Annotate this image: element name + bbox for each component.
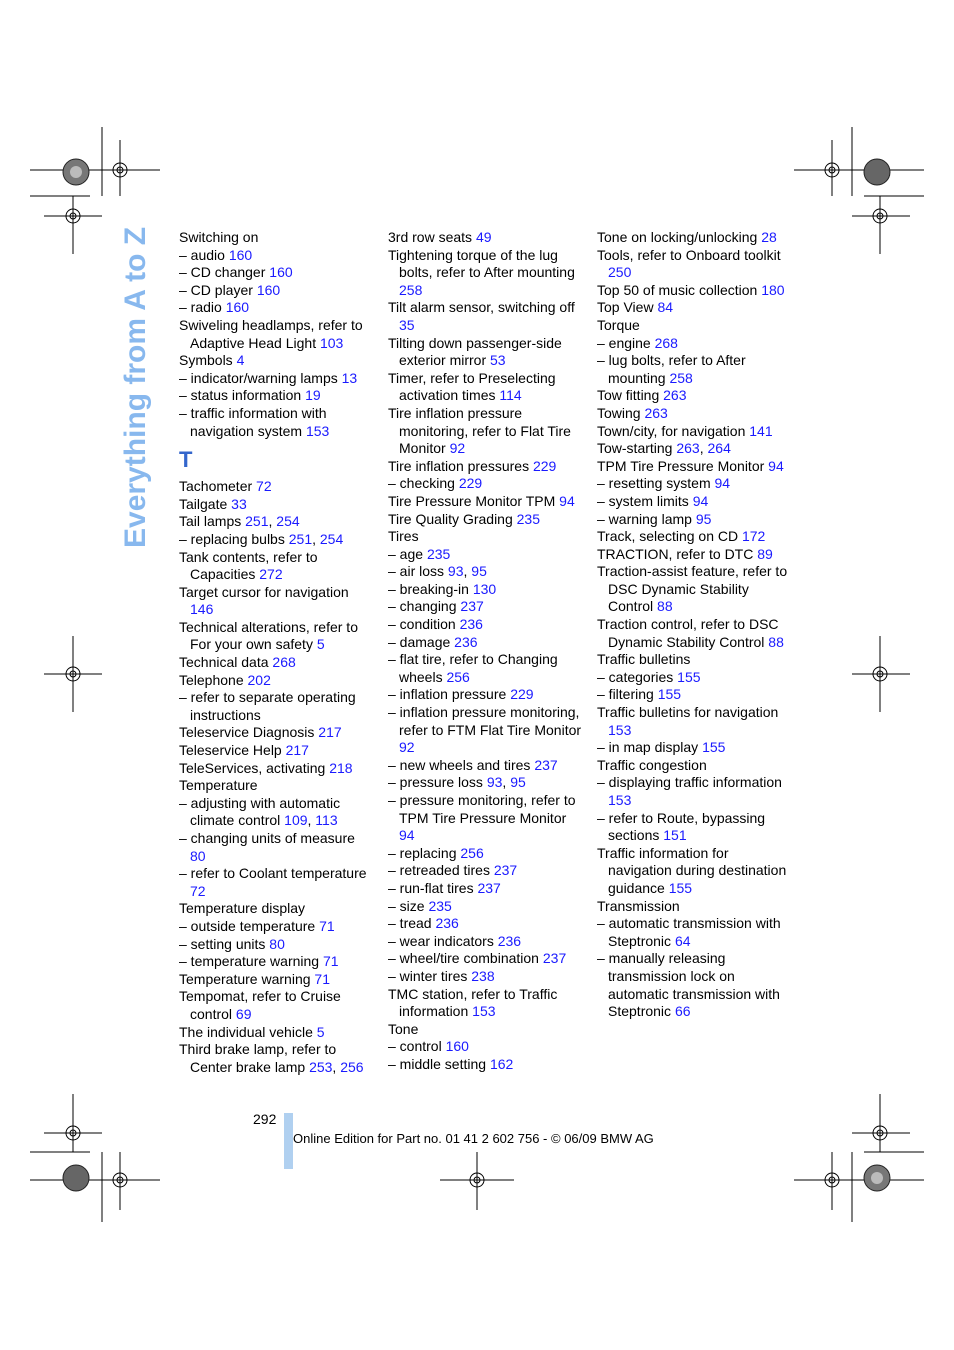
- index-entry-text: Track, selecting on CD: [597, 528, 742, 545]
- page-reference-link[interactable]: 253: [309, 1058, 333, 1075]
- index-entry-text: – checking: [388, 475, 459, 492]
- index-entry-text: Tailgate: [179, 495, 232, 512]
- page-reference-link[interactable]: 13: [341, 369, 358, 386]
- index-entry-text: – pressure monitoring, refer to TPM Tire Pressure Monitor: [388, 792, 576, 826]
- page-reference-link[interactable]: 237: [534, 756, 558, 773]
- index-entry-text: – inflation pressure monitoring, refer to FTM Flat Tire Monitor: [388, 704, 582, 738]
- page-reference-link[interactable]: 263: [676, 440, 700, 457]
- page-reference-link[interactable]: 141: [749, 422, 773, 439]
- page-reference-link[interactable]: 84: [657, 299, 674, 316]
- index-entry: Third brake lamp, refer to Center brake lamp 253, 256: [179, 1041, 364, 1075]
- index-entry-text: – inflation pressure: [388, 686, 511, 703]
- index-entry-text: – retreaded tires: [388, 862, 494, 879]
- page-reference-link[interactable]: 88: [768, 633, 784, 650]
- page-reference-link[interactable]: 95: [510, 774, 526, 791]
- index-entry-text: – manually releasing transmission lock on automatic transmission with Steptronic: [597, 950, 780, 1020]
- index-entry-text: – temperature warning: [179, 953, 323, 970]
- page-reference-link[interactable]: 92: [399, 739, 415, 756]
- index-entry-text: – refer to Coolant temperature: [179, 865, 367, 882]
- index-entry-text: Swiveling headlamps, refer to Adaptive Head Light: [179, 316, 363, 351]
- index-entry-text: Teleservice Help: [179, 742, 286, 759]
- page-number: 292: [253, 1111, 277, 1127]
- index-entry-text: – tread: [388, 915, 436, 932]
- page-reference-link[interactable]: 263: [644, 404, 668, 421]
- page-reference-link[interactable]: 109: [284, 812, 308, 829]
- page-reference-link[interactable]: 235: [516, 510, 540, 527]
- page-reference-link[interactable]: 94: [714, 475, 731, 492]
- index-entry-text: – breaking-in: [388, 580, 473, 597]
- index-entry-text: – control: [388, 1038, 446, 1055]
- page-reference-link[interactable]: 71: [322, 953, 339, 970]
- page-reference-link[interactable]: 19: [305, 387, 321, 404]
- index-entry-text: – changing: [388, 598, 461, 615]
- index-entry: – adjusting with automatic climate control 109, 113: [179, 794, 341, 829]
- index-entry-text: – filtering: [597, 686, 658, 703]
- index-entry-text: – wear indicators: [388, 932, 498, 949]
- index-entry-text: – CD player: [179, 281, 257, 298]
- index-entry-text: Top 50 of music collection: [597, 281, 762, 298]
- page-reference-link[interactable]: 88: [657, 598, 673, 615]
- footer-edition-text: Online Edition for Part no. 01 41 2 602 756 - © 06/09 BMW AG: [293, 1131, 654, 1146]
- index-entry-text: Transmission: [597, 897, 680, 914]
- page-reference-link[interactable]: 80: [269, 935, 285, 952]
- page-reference-link[interactable]: 72: [256, 478, 272, 495]
- page-reference-link[interactable]: 5: [316, 1023, 325, 1040]
- page-reference-link[interactable]: 66: [674, 1003, 691, 1020]
- page-reference-link[interactable]: 155: [657, 686, 682, 703]
- index-entry-text: – setting units: [179, 935, 270, 952]
- page-reference-link[interactable]: 160: [445, 1038, 469, 1055]
- index-entry-text: – replacing: [388, 844, 461, 861]
- index-entry-text: – automatic transmission with Steptronic: [597, 915, 781, 949]
- index-entry-text: Traction-assist feature, refer to DSC Dynamic Stability Control: [597, 563, 788, 615]
- page-reference-link[interactable]: 93: [486, 774, 503, 791]
- index-entry-text: – wheel/tire combination: [388, 950, 543, 967]
- page-reference-link[interactable]: 268: [272, 654, 296, 671]
- index-entry-text: Tow fitting: [597, 387, 664, 404]
- index-entry-text: – damage: [388, 633, 455, 650]
- page-reference-link[interactable]: 146: [190, 601, 214, 618]
- index-entry-text: – displaying traffic information: [597, 774, 782, 791]
- page-reference-link[interactable]: 217: [318, 724, 342, 741]
- index-entry-text: Technical data: [179, 654, 273, 671]
- index-entry-text: 3rd row seats: [388, 229, 476, 245]
- index-entry-text: – categories: [597, 668, 678, 685]
- index-entry-text: – radio: [179, 299, 226, 316]
- page-reference-link[interactable]: 258: [399, 281, 423, 298]
- page-reference-link[interactable]: 258: [669, 369, 693, 386]
- page-reference-link[interactable]: 153: [472, 1003, 496, 1020]
- page-reference-link[interactable]: 35: [399, 316, 415, 333]
- page-reference-link[interactable]: 89: [757, 545, 773, 562]
- page-reference-link[interactable]: 237: [477, 879, 501, 896]
- index-entry-text: Tachometer: [179, 478, 257, 495]
- page-reference-link[interactable]: 237: [493, 862, 518, 879]
- page-reference-link[interactable]: 254: [276, 513, 300, 530]
- page-reference-link[interactable]: 49: [475, 229, 492, 245]
- page-reference-link[interactable]: 114: [499, 387, 522, 404]
- page-reference-link[interactable]: 160: [228, 246, 253, 263]
- page-reference-link[interactable]: 236: [435, 915, 459, 932]
- page-reference-link[interactable]: 153: [608, 721, 632, 738]
- page-reference-link[interactable]: 256: [340, 1058, 364, 1075]
- index-entry-text: Torque: [597, 316, 640, 333]
- index-entry-text: – run-flat tires: [388, 879, 478, 896]
- page-reference-link[interactable]: 250: [608, 264, 632, 281]
- page-reference-link[interactable]: 251: [245, 513, 269, 530]
- side-section-title: Everything from A to Z: [119, 226, 152, 548]
- page-reference-link[interactable]: 256: [460, 844, 484, 861]
- page-reference-link[interactable]: 64: [674, 932, 691, 949]
- index-entry-text: Top View: [597, 299, 658, 316]
- page-reference-link[interactable]: 229: [510, 686, 534, 703]
- index-entry-text: Symbols: [179, 352, 237, 369]
- index-entry-text: TeleServices, activating: [179, 759, 330, 776]
- index-entry-text: Tire Quality Grading: [388, 510, 517, 527]
- page-reference-link[interactable]: 235: [428, 897, 452, 914]
- index-entry-text: – audio: [179, 246, 229, 263]
- page-reference-link[interactable]: 237: [460, 598, 484, 615]
- index-entry-text: The individual vehicle: [179, 1023, 317, 1040]
- index-entry-text: Temperature warning: [179, 970, 315, 987]
- index-entry-text: Temperature display: [179, 900, 306, 917]
- index-entry-text: Third brake lamp, refer to Center brake lamp: [179, 1041, 337, 1075]
- page-reference-link[interactable]: 71: [319, 917, 335, 934]
- section-letter: T: [179, 447, 193, 473]
- page-reference-link[interactable]: 254: [319, 530, 344, 547]
- page-reference-link[interactable]: 268: [654, 334, 678, 351]
- index-entry-text: – CD changer: [179, 264, 270, 281]
- page-reference-link[interactable]: 236: [454, 633, 478, 650]
- index-entry-text: TPM Tire Pressure Monitor: [597, 457, 769, 474]
- index-entry-text: Traffic bulletins for navigation: [597, 704, 779, 721]
- page-reference-link[interactable]: 180: [761, 281, 785, 298]
- index-entry-text: Tail lamps: [179, 513, 246, 530]
- page-reference-link[interactable]: 95: [695, 510, 712, 527]
- index-entry-text: – outside temperature: [179, 917, 320, 934]
- page-reference-link[interactable]: 69: [235, 1005, 252, 1022]
- index-entry-text: – lug bolts, refer to After mounting: [597, 352, 746, 386]
- page-reference-link[interactable]: 94: [399, 827, 415, 844]
- page-reference-link[interactable]: 71: [314, 970, 330, 987]
- index-entry-text: Town/city, for navigation: [597, 422, 750, 439]
- index-entry-text: – age: [388, 545, 427, 562]
- page-reference-link[interactable]: 160: [225, 299, 250, 316]
- page-reference-link[interactable]: 4: [236, 352, 245, 369]
- page-reference-link[interactable]: 237: [542, 950, 567, 967]
- page-reference-link[interactable]: 256: [446, 668, 470, 685]
- index-entry-text: – changing units of measure: [179, 830, 355, 846]
- index-entry-text: – pressure loss: [388, 774, 487, 791]
- index-entry-text: – new wheels and tires: [388, 756, 535, 773]
- index-entry-text: – air loss: [388, 563, 448, 580]
- index-entry-text: Tilting down passenger-side exterior mirror: [388, 334, 562, 369]
- page-reference-link[interactable]: 94: [768, 457, 784, 474]
- page-reference-link[interactable]: 80: [190, 847, 206, 864]
- page-reference-link[interactable]: 130: [472, 580, 497, 597]
- page-reference-link[interactable]: 236: [497, 932, 522, 949]
- index-entry-text: Traffic congestion: [597, 756, 707, 773]
- index-entry-text: – refer to separate operating instructions: [179, 689, 356, 723]
- index-entry-text: – condition: [388, 616, 460, 633]
- index-entry-text: Tire inflation pressures: [388, 457, 533, 474]
- page-reference-link[interactable]: 155: [668, 879, 693, 896]
- index-entry-text: – refer to Route, bypassing sections: [597, 809, 766, 844]
- page-reference-link[interactable]: 160: [269, 264, 293, 281]
- page-reference-link[interactable]: 202: [247, 671, 271, 688]
- index-entry-text: Temperature: [179, 777, 258, 794]
- page-reference-link[interactable]: 263: [663, 387, 687, 404]
- index-entry-text: – replacing bulbs: [179, 530, 289, 547]
- page-reference-link[interactable]: 172: [741, 528, 766, 545]
- index-entry-text: Tilt alarm sensor, switching off: [388, 299, 575, 316]
- page-reference-link[interactable]: 236: [459, 616, 483, 633]
- index-entry-text: Traction control, refer to DSC Dynamic Stability Control: [597, 616, 779, 650]
- index-entry: – pressure loss 93, 95: [388, 774, 526, 791]
- index-entry: Tow-starting 263, 264: [597, 440, 731, 457]
- page-reference-link[interactable]: 72: [190, 882, 206, 899]
- index-entry-text: TMC station, refer to Traffic information: [388, 985, 558, 1020]
- index-entry-text: Towing: [597, 404, 645, 421]
- index-entry-text: Switching on: [179, 229, 259, 245]
- index-entry-text: – traffic information with navigation system: [179, 404, 327, 439]
- page-reference-link[interactable]: 153: [608, 792, 632, 808]
- page-reference-link[interactable]: 160: [256, 281, 281, 298]
- page-reference-link[interactable]: 92: [449, 440, 466, 457]
- index-entry-text: Tire Pressure Monitor TPM: [388, 492, 560, 509]
- index-entry-text: Tow-starting: [597, 440, 677, 457]
- index-entry-text: – indicator/warning lamps: [179, 369, 342, 386]
- index-entry-text: – size: [388, 897, 429, 914]
- index-entry-text: – warning lamp: [597, 510, 696, 527]
- index-entry-text: Tire inflation pressure monitoring, refer to Flat Tire Monitor: [388, 404, 571, 457]
- index-entry-text: Tone on locking/unlocking: [597, 229, 762, 245]
- page-reference-link[interactable]: 218: [329, 759, 353, 776]
- index-entry-text: – middle setting: [388, 1055, 490, 1072]
- page-reference-link[interactable]: 264: [707, 440, 731, 457]
- index-entry-text: – status information: [179, 387, 306, 404]
- page-reference-link[interactable]: 229: [532, 457, 557, 474]
- index-entry-text: TRACTION, refer to DTC: [597, 545, 758, 562]
- index-entry-text: Tempomat, refer to Cruise control: [179, 988, 341, 1022]
- page-reference-link[interactable]: 103: [319, 334, 344, 351]
- page-reference-link[interactable]: 53: [490, 352, 506, 369]
- index-entry-text: Tightening torque of the lug bolts, refer to After mounting: [388, 246, 575, 281]
- page-reference-link[interactable]: 155: [702, 739, 726, 756]
- page-reference-link[interactable]: 93: [447, 563, 464, 580]
- page-reference-link[interactable]: 113: [315, 812, 338, 829]
- index-entry-text: – in map display: [597, 739, 703, 756]
- index-entry-text: Teleservice Diagnosis: [179, 724, 319, 741]
- index-entry-text: Traffic bulletins: [597, 651, 691, 668]
- page-reference-link[interactable]: 153: [305, 422, 330, 439]
- index-entry-text: Timer, refer to Preselecting activation times: [388, 369, 556, 404]
- index-entry-text: Technical alterations, refer to For your own safety: [179, 618, 358, 653]
- index-entry-text: Tone: [388, 1020, 419, 1037]
- index-entry-text: – flat tire, refer to Changing wheels: [388, 651, 558, 685]
- index-entry-text: – winter tires: [388, 967, 472, 984]
- index-entry-text: Telephone: [179, 671, 248, 688]
- page-reference-link[interactable]: 94: [559, 492, 575, 509]
- index-entry: – air loss 93, 95: [388, 563, 487, 580]
- index-entry-text: Traffic information for navigation during destination guidance: [597, 844, 787, 896]
- page-reference-link[interactable]: 94: [692, 492, 709, 509]
- page-reference-link[interactable]: 28: [761, 229, 777, 245]
- index-entry-text: Target cursor for navigation: [179, 583, 349, 600]
- page-reference-link[interactable]: 251: [288, 530, 313, 547]
- page-reference-link[interactable]: 217: [285, 742, 309, 759]
- index-entry-text: – engine: [597, 334, 655, 351]
- page-reference-link[interactable]: 33: [231, 495, 247, 512]
- index-entry: – replacing bulbs 251, 254: [179, 530, 344, 547]
- index-entry-text: – resetting system: [597, 475, 715, 492]
- index-entry: Tail lamps 251, 254: [179, 513, 300, 530]
- index-entry-text: Tires: [388, 528, 419, 545]
- index-entry-text: – system limits: [597, 492, 693, 509]
- page-reference-link[interactable]: 272: [259, 566, 283, 583]
- index-entry-text: Tools, refer to Onboard toolkit: [597, 246, 781, 263]
- page-reference-link[interactable]: 229: [458, 475, 483, 492]
- page-reference-link[interactable]: 95: [471, 563, 487, 580]
- page-reference-link[interactable]: 238: [471, 967, 495, 984]
- page-reference-link[interactable]: 155: [677, 668, 701, 685]
- index-entry-text: Tank contents, refer to Capacities: [179, 548, 318, 583]
- page-reference-link[interactable]: 162: [489, 1055, 514, 1072]
- page-reference-link[interactable]: 151: [663, 827, 687, 844]
- index-entry-text: – adjusting with automatic climate control: [179, 794, 341, 829]
- page-reference-link[interactable]: 5: [316, 636, 325, 653]
- page-reference-link[interactable]: 235: [426, 545, 451, 562]
